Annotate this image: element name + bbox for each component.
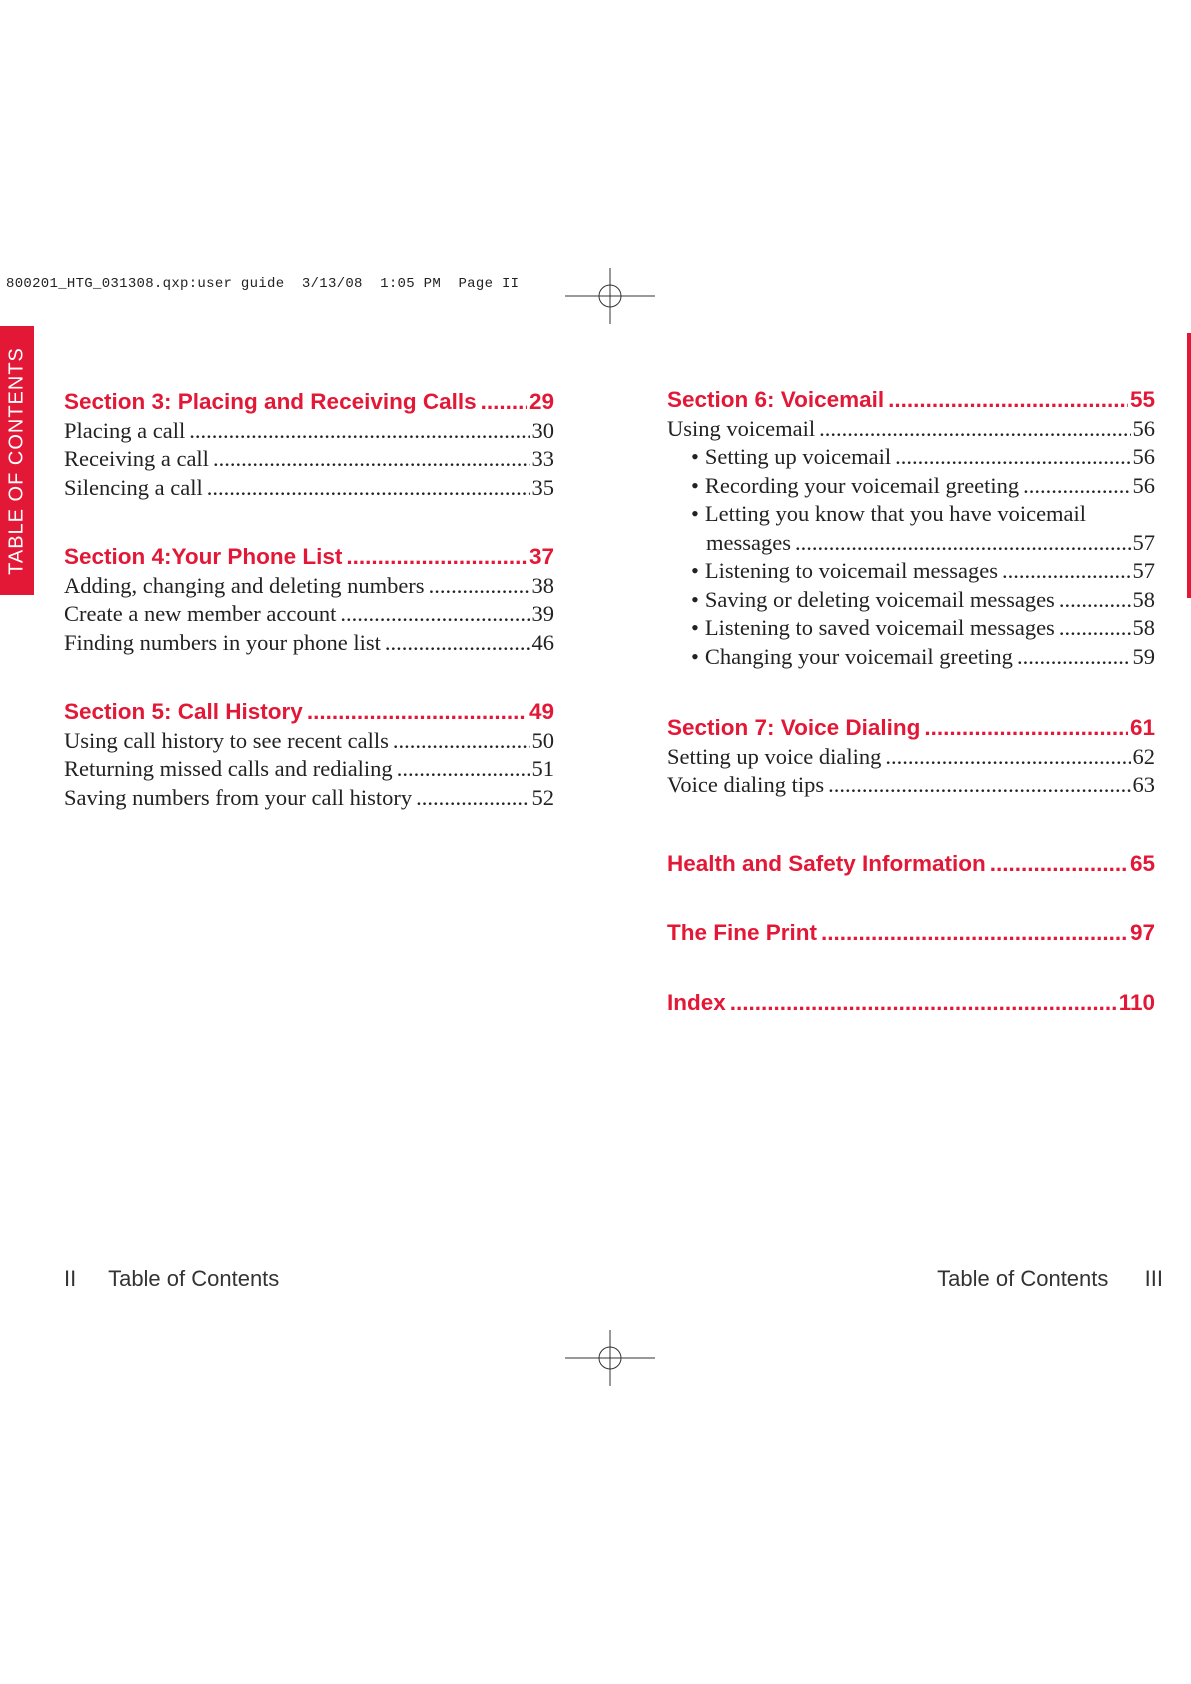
bullet-icon: • — [691, 501, 699, 526]
toc-entry[interactable]: Adding, changing and deleting numbers ..... 38 — [64, 572, 554, 601]
footer-right-title: Table of Contents — [937, 1266, 1109, 1291]
toc-fine-print[interactable]: The Fine Print ..... 97 — [667, 919, 1155, 948]
left-column — [64, 388, 554, 812]
footer-right — [937, 1266, 1163, 1292]
toc-bullet-entry[interactable]: • Saving or deleting voicemail messages ..... 58 — [667, 586, 1155, 615]
page-number-right: III — [1144, 1266, 1163, 1291]
right-column — [667, 386, 1155, 1017]
side-tab-label: TABLE OF CONTENTS — [5, 346, 28, 575]
toc-entry[interactable]: Create a new member account ..... 39 — [64, 600, 554, 629]
bullet-icon: • — [691, 643, 699, 669]
footer-left-title: Table of Contents — [108, 1266, 280, 1291]
toc-entry[interactable]: Setting up voice dialing ..... 62 — [667, 743, 1155, 772]
crop-mark-top — [565, 268, 655, 328]
toc-entry[interactable]: Voice dialing tips ..... 63 — [667, 771, 1155, 800]
page-number-left: II — [64, 1266, 77, 1291]
bullet-icon: • — [691, 615, 699, 640]
toc-section-3[interactable]: Section 3: Placing and Receiving Calls ..... 29 — [64, 388, 554, 417]
crop-mark-bottom — [565, 1330, 655, 1390]
toc-entry[interactable]: Using voicemail ..... 56 — [667, 415, 1155, 444]
side-tab — [0, 326, 34, 595]
toc-bullet-entry[interactable]: • Changing your voicemail greeting ..... 59 — [667, 643, 1155, 672]
bullet-icon: • — [691, 586, 699, 612]
toc-bullet-entry[interactable]: • Recording your voicemail greeting ..... 56 — [667, 472, 1155, 501]
toc-entry[interactable]: Receiving a call ..... 33 — [64, 445, 554, 474]
toc-entry[interactable]: Silencing a call ..... 35 — [64, 474, 554, 503]
bullet-icon: • — [691, 444, 699, 469]
toc-section-4[interactable]: Section 4:Your Phone List ..... 37 — [64, 543, 554, 572]
bullet-icon: • — [691, 558, 699, 583]
toc-entry[interactable]: Finding numbers in your phone list ..... 46 — [64, 629, 554, 658]
toc-health-safety[interactable]: Health and Safety Information ..... 65 — [667, 850, 1155, 879]
toc-index[interactable]: Index ..... 110 — [667, 989, 1155, 1018]
right-edge-rule — [1187, 333, 1191, 598]
toc-section-6[interactable]: Section 6: Voicemail ..... 55 — [667, 386, 1155, 415]
toc-entry[interactable]: Using call history to see recent calls ..... 50 — [64, 727, 554, 756]
toc-bullet-entry-line1[interactable]: • Letting you know that you have voicemail — [691, 501, 1087, 526]
footer-left — [64, 1266, 279, 1292]
toc-section-7[interactable]: Section 7: Voice Dialing ..... 61 — [667, 714, 1155, 743]
toc-bullet-entry[interactable]: • Setting up voicemail ..... 56 — [667, 443, 1155, 472]
print-slug: 800201_HTG_031308.qxp:user guide 3/13/08 1:05 PM Page II — [6, 276, 520, 292]
toc-section-5[interactable]: Section 5: Call History ..... 49 — [64, 698, 554, 727]
toc-bullet-entry-line2[interactable]: messages ..... 57 — [667, 529, 1155, 558]
toc-entry[interactable]: Returning missed calls and redialing ..... 51 — [64, 755, 554, 784]
bullet-icon: • — [691, 472, 699, 498]
toc-entry[interactable]: Saving numbers from your call history ..... 52 — [64, 784, 554, 813]
toc-bullet-entry[interactable]: • Listening to saved voicemail messages ..... 58 — [667, 614, 1155, 643]
toc-bullet-entry[interactable]: • Listening to voicemail messages ..... 57 — [667, 557, 1155, 586]
toc-entry[interactable]: Placing a call ..... 30 — [64, 417, 554, 446]
